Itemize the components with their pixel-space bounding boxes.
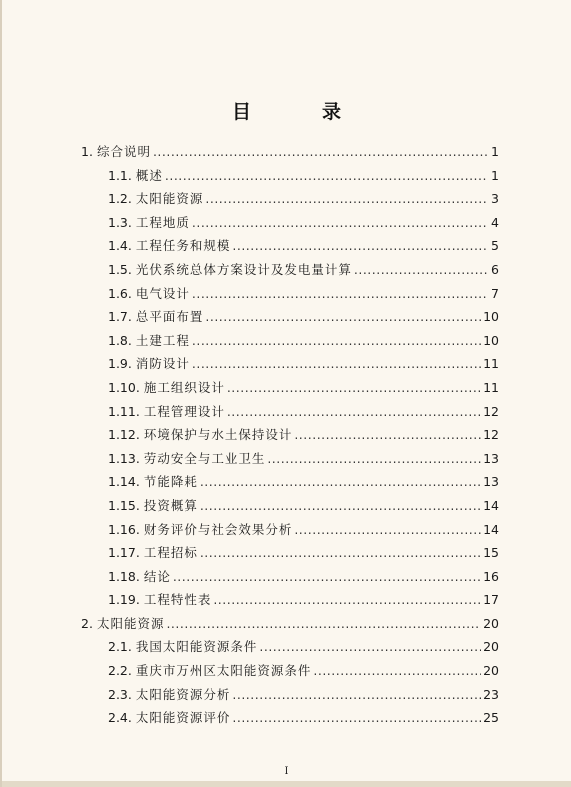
toc-dot-leader <box>200 498 481 513</box>
toc-entry[interactable] <box>81 637 499 661</box>
toc-dot-leader <box>192 286 487 301</box>
toc-entry[interactable] <box>81 661 499 685</box>
toc-entry[interactable] <box>81 260 499 284</box>
toc-entry[interactable] <box>81 708 499 732</box>
toc-entry-number: 1.10. <box>108 379 140 395</box>
toc-entry-page: 1 <box>491 144 499 159</box>
toc-entry-title: 节能降耗 <box>143 474 198 490</box>
toc-entry-number: 1.6. <box>108 285 132 301</box>
toc-entry[interactable] <box>81 520 499 544</box>
toc-entry-title: 消防设计 <box>135 356 190 372</box>
toc-entry-page: 13 <box>483 474 499 490</box>
toc-entry-page: 17 <box>483 592 499 608</box>
toc-entry-number: 1.2. <box>108 191 132 207</box>
toc-entry-number: 2. <box>81 615 93 631</box>
toc-entry-number: 1.4. <box>108 238 132 254</box>
toc-entry[interactable] <box>81 496 499 520</box>
toc-entry-page: 4 <box>491 214 499 230</box>
toc-dot-leader <box>166 616 481 631</box>
toc-entry-page: 20 <box>483 663 499 679</box>
toc-dot-leader <box>354 262 487 277</box>
toc-entry-title: 土建工程 <box>135 332 190 348</box>
toc-dot-leader <box>259 639 481 654</box>
toc-entry-number: 1.1. <box>108 167 132 183</box>
toc-entry-page: 6 <box>491 261 499 277</box>
toc-entry[interactable] <box>81 567 499 591</box>
toc-entry-number: 1.3. <box>108 214 132 230</box>
toc-entry-title: 太阳能资源分析 <box>135 686 231 702</box>
footer-page-number: I <box>284 766 289 777</box>
toc-entry-page: 15 <box>483 545 499 561</box>
toc-entry-title: 总平面布置 <box>135 309 204 325</box>
toc-entry-page: 5 <box>491 238 499 254</box>
toc-dot-leader <box>165 168 487 183</box>
toc-entry-title: 工程招标 <box>143 545 198 561</box>
toc-entry-number: 1.9. <box>108 356 132 372</box>
toc-entry-title: 太阳能资源 <box>96 615 165 631</box>
toc-dot-leader <box>192 356 481 371</box>
toc-entry[interactable] <box>81 449 499 473</box>
toc-entry-page: 12 <box>483 427 499 443</box>
toc-entry-title: 工程地质 <box>135 214 190 230</box>
toc-entry[interactable] <box>81 354 499 378</box>
toc-dot-leader <box>205 191 487 206</box>
toc-dot-leader <box>313 663 481 678</box>
toc-dot-leader <box>205 309 481 324</box>
toc-entry-number: 1.14. <box>108 474 140 490</box>
toc-entry-number: 1.5. <box>108 261 132 277</box>
toc-entry-number: 2.4. <box>108 710 132 726</box>
toc-entry-page: 10 <box>483 332 499 348</box>
toc-entry-page: 25 <box>483 710 499 726</box>
toc-entry[interactable] <box>81 284 499 308</box>
toc-entry-page: 1 <box>491 167 499 183</box>
toc-dot-leader <box>232 238 487 253</box>
toc-entry-number: 1. <box>81 144 93 159</box>
toc-dot-leader <box>153 144 487 159</box>
toc-dot-leader <box>294 522 481 537</box>
toc-entry-number: 1.19. <box>108 592 140 608</box>
toc-entry-title: 劳动安全与工业卫生 <box>143 450 266 466</box>
toc-dot-leader <box>192 215 487 230</box>
toc-entry-number: 1.15. <box>108 497 140 513</box>
toc-dot-leader <box>232 710 481 725</box>
toc-entry-page: 20 <box>483 639 499 655</box>
toc-entry-number: 1.17. <box>108 545 140 561</box>
toc-entry-page: 11 <box>483 379 499 395</box>
toc-entry-page: 13 <box>483 450 499 466</box>
toc-entry-title: 工程管理设计 <box>143 403 225 419</box>
table-of-contents <box>81 142 499 732</box>
toc-dot-leader <box>192 333 481 348</box>
toc-entry[interactable] <box>81 425 499 449</box>
toc-dot-leader <box>267 451 481 466</box>
toc-entry-number: 2.3. <box>108 686 132 702</box>
toc-entry-title: 结论 <box>143 568 171 584</box>
toc-entry[interactable] <box>81 236 499 260</box>
toc-entry-page: 14 <box>483 497 499 513</box>
toc-entry[interactable] <box>81 166 499 190</box>
toc-entry[interactable] <box>81 307 499 331</box>
toc-entry-page: 20 <box>483 615 499 631</box>
toc-entry-title: 工程特性表 <box>143 592 212 608</box>
toc-entry[interactable] <box>81 331 499 355</box>
toc-entry-title: 工程任务和规模 <box>135 238 231 254</box>
toc-entry-title: 环境保护与水土保持设计 <box>143 427 293 443</box>
toc-entry-title: 施工组织设计 <box>143 379 225 395</box>
toc-entry[interactable] <box>81 402 499 426</box>
toc-entry[interactable] <box>81 685 499 709</box>
toc-entry-number: 1.8. <box>108 332 132 348</box>
toc-entry-page: 12 <box>483 403 499 419</box>
toc-entry-page: 10 <box>483 309 499 325</box>
toc-entry[interactable] <box>81 142 499 166</box>
toc-entry-number: 1.11. <box>108 403 140 419</box>
toc-entry-title: 太阳能资源 <box>135 191 204 207</box>
toc-entry-page: 3 <box>491 191 499 207</box>
page-title: 目 录 <box>231 101 367 123</box>
toc-entry[interactable] <box>81 590 499 614</box>
toc-entry-title: 投资概算 <box>143 497 198 513</box>
toc-dot-leader <box>294 427 481 442</box>
toc-entry-page: 16 <box>483 568 499 584</box>
toc-entry-number: 2.2. <box>108 663 132 679</box>
toc-dot-leader <box>232 687 481 702</box>
toc-dot-leader <box>227 380 481 395</box>
toc-entry-number: 1.13. <box>108 450 140 466</box>
toc-entry[interactable] <box>81 378 499 402</box>
toc-entry[interactable] <box>81 189 499 213</box>
toc-entry-page: 14 <box>483 521 499 537</box>
toc-entry-title: 电气设计 <box>135 285 190 301</box>
toc-dot-leader <box>200 545 481 560</box>
toc-entry[interactable] <box>81 543 499 567</box>
toc-entry-title: 综合说明 <box>96 144 151 159</box>
toc-dot-leader <box>200 474 481 489</box>
toc-entry-title: 财务评价与社会效果分析 <box>143 521 293 537</box>
toc-dot-leader <box>227 404 481 419</box>
toc-entry[interactable] <box>81 472 499 496</box>
toc-entry-number: 1.12. <box>108 427 140 443</box>
toc-entry[interactable] <box>81 213 499 237</box>
toc-entry-page: 23 <box>483 686 499 702</box>
toc-entry-number: 1.18. <box>108 568 140 584</box>
toc-entry-title: 概述 <box>135 167 163 183</box>
toc-entry-page: 7 <box>491 285 499 301</box>
toc-entry-title: 重庆市万州区太阳能资源条件 <box>135 663 312 679</box>
toc-dot-leader <box>173 569 481 584</box>
toc-entry-number: 1.7. <box>108 309 132 325</box>
toc-entry-title: 光伏系统总体方案设计及发电量计算 <box>135 261 352 277</box>
toc-entry-title: 我国太阳能资源条件 <box>135 639 258 655</box>
toc-entry-page: 11 <box>483 356 499 372</box>
toc-dot-leader <box>213 592 481 607</box>
toc-entry-number: 1.16. <box>108 521 140 537</box>
toc-entry-number: 2.1. <box>108 639 132 655</box>
toc-entry-title: 太阳能资源评价 <box>135 710 231 726</box>
toc-entry[interactable] <box>81 614 499 638</box>
